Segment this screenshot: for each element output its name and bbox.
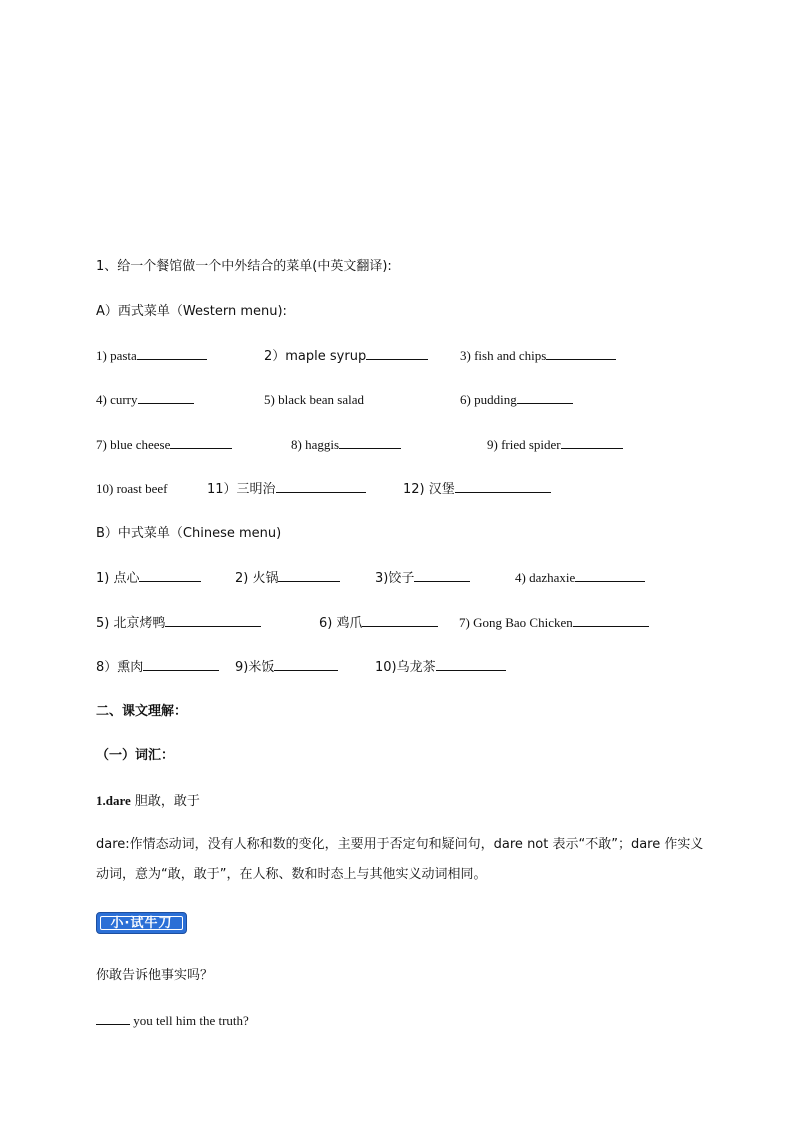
answer-blank[interactable] <box>561 436 623 449</box>
answer-blank[interactable] <box>436 658 506 671</box>
vocab-word-line <box>96 792 200 811</box>
answer-blank[interactable] <box>274 658 338 671</box>
item-bacon: 8）熏肉 <box>96 658 219 677</box>
answer-blank[interactable] <box>137 347 207 360</box>
item-oolong-tea: 10)乌龙茶 <box>375 658 506 677</box>
item-dimsum: 1) 点心 <box>96 569 201 588</box>
item-roast-beef: 10) roast beef <box>96 481 168 496</box>
item-fish-and-chips: 3) fish and chips <box>460 347 616 365</box>
item-black-bean-salad: 5) black bean salad <box>264 392 364 407</box>
answer-blank[interactable] <box>517 391 573 404</box>
vocab-explanation: dare:作情态动词，没有人称和数的变化，主要用于否定句和疑问句，dare not 表示“不敢”；dare 作实义动词，意为“敢，敢于”，在人称、数和时态上与其他实义动词相同。 <box>96 837 704 882</box>
answer-blank[interactable] <box>366 347 428 360</box>
item-haggis: 8) haggis <box>291 436 401 454</box>
item-chicken-feet: 6) 鸡爪 <box>319 614 438 633</box>
item-fried-spider: 9) fried spider <box>487 436 623 454</box>
item-pasta: 1) pasta <box>96 347 207 365</box>
vocab-word: 1.dare <box>96 793 131 808</box>
answer-blank[interactable] <box>165 614 261 627</box>
item-curry: 4) curry <box>96 391 194 409</box>
item-maple-syrup: 2）maple syrup <box>264 347 428 366</box>
answer-blank[interactable] <box>276 480 366 493</box>
item-dumplings: 3)饺子 <box>375 569 470 588</box>
answer-blank[interactable] <box>414 569 470 582</box>
answer-blank[interactable] <box>573 614 649 627</box>
exercise-english: you tell him the truth? <box>130 1013 249 1028</box>
item-dazhaxie: 4) dazhaxie <box>515 569 645 587</box>
item-hamburger: 12) 汉堡 <box>403 480 551 499</box>
answer-blank[interactable] <box>278 569 340 582</box>
answer-blank[interactable] <box>455 480 551 493</box>
section-b-heading: B）中式菜单（Chinese menu) <box>96 526 282 541</box>
practice-badge <box>96 912 187 934</box>
section2-heading: 二、课文理解： <box>96 704 188 719</box>
practice-badge-label: 小·试牛刀 <box>100 916 183 930</box>
exercise-english-line <box>96 1012 249 1030</box>
vocab-heading: （一）词汇： <box>96 748 175 763</box>
answer-blank[interactable] <box>362 614 438 627</box>
item-rice: 9)米饭 <box>235 658 338 677</box>
answer-blank[interactable] <box>170 436 232 449</box>
item-peking-duck: 5) 北京烤鸭 <box>96 614 261 633</box>
vocab-meaning: 胆敢，敢于 <box>130 794 200 809</box>
item-hotpot: 2) 火锅 <box>235 569 340 588</box>
item-pudding: 6) pudding <box>460 391 573 409</box>
section-a-heading <box>96 302 287 321</box>
answer-blank[interactable] <box>139 569 201 582</box>
answer-blank[interactable] <box>143 658 219 671</box>
answer-blank[interactable] <box>138 391 194 404</box>
item-sandwich: 11）三明治 <box>207 480 366 499</box>
answer-blank[interactable] <box>339 436 401 449</box>
exercise-chinese: 你敢告诉他事实吗？ <box>96 968 214 983</box>
item-gong-bao-chicken: 7) Gong Bao Chicken <box>459 614 649 632</box>
answer-blank[interactable] <box>96 1012 130 1025</box>
answer-blank[interactable] <box>546 347 616 360</box>
section-a-label: A）西式菜单（Western menu): <box>96 304 287 319</box>
answer-blank[interactable] <box>575 569 645 582</box>
item-blue-cheese: 7) blue cheese <box>96 436 232 454</box>
task1-heading: 1、给一个餐馆做一个中外结合的菜单(中英文翻译): <box>96 259 392 274</box>
